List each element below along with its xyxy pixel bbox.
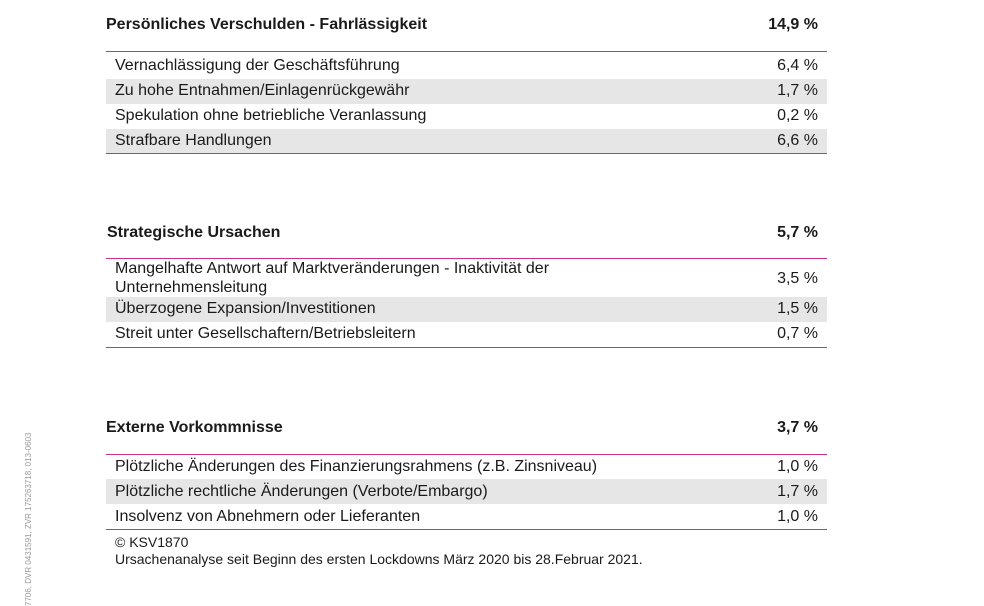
copyright: © KSV1870 [115,534,189,550]
table-row [106,260,827,297]
row-label: Mangelhafte Antwort auf Marktveränderungen - Inaktivität der [115,260,550,277]
table-row [106,79,827,104]
row-value: 1,7 % [777,483,818,500]
row-label: Strafbare Handlungen [115,132,272,149]
table-row [106,479,827,504]
row-value: 1,5 % [777,300,818,317]
row-value: 0,2 % [777,107,818,124]
table-row [106,504,827,529]
row-value: 6,4 % [777,57,818,74]
row-label: Vernachlässigung der Geschäftsführung [115,57,400,74]
footer [115,534,643,568]
divider-top [106,258,827,259]
divider-top [106,51,827,52]
row-label-continued: Unternehmensleitung [115,279,268,296]
section-title: Persönliches Verschulden - Fahrlässigkeit [106,16,428,33]
section-header [106,16,827,38]
section-total: 14,9 % [768,16,818,33]
section-personal-fault [106,16,827,149]
table-row [106,455,827,479]
row-label: Zu hohe Entnahmen/Einlagenrückgewähr [115,82,410,99]
row-value: 3,5 % [777,270,818,287]
divider-bottom [106,153,827,154]
table-row [106,297,827,322]
row-label: Spekulation ohne betriebliche Veranlassung [115,107,427,124]
row-value: 0,7 % [777,325,818,342]
row-label: Plötzliche Änderungen des Finanzierungsrahmens (z.B. Zinsniveau) [115,458,598,475]
section-title: Externe Vorkommnisse [106,419,283,436]
rows [106,455,827,529]
row-label: Plötzliche rechtliche Änderungen (Verbote/Embargo) [115,483,488,500]
table-row [106,54,827,79]
section-header [106,419,827,441]
side-registry-text: 7706, DVR 0431591, ZVR 175263718, 013-0603 [24,432,33,606]
row-value: 6,6 % [777,132,818,149]
table-row [106,104,827,129]
footnote: Ursachenanalyse seit Beginn des ersten Lockdowns März 2020 bis 28.Februar 2021. [115,551,643,567]
section-total: 5,7 % [777,224,818,241]
section-header [106,224,827,246]
row-value: 1,0 % [777,458,818,475]
section-strategic-causes [106,224,827,342]
row-value: 1,0 % [777,508,818,525]
row-value: 1,7 % [777,82,818,99]
divider-bottom [106,529,827,530]
rows [106,54,827,153]
row-label: Streit unter Gesellschaftern/Betriebsleitern [115,325,416,342]
divider-bottom [106,347,827,348]
section-external-events [106,419,827,525]
table-row [106,129,827,153]
row-label: Insolvenz von Abnehmern oder Lieferanten [115,508,421,525]
rows [106,260,827,347]
section-title: Strategische Ursachen [107,224,281,241]
row-label: Überzogene Expansion/Investitionen [115,300,376,317]
table-row [106,322,827,347]
section-total: 3,7 % [777,419,818,436]
